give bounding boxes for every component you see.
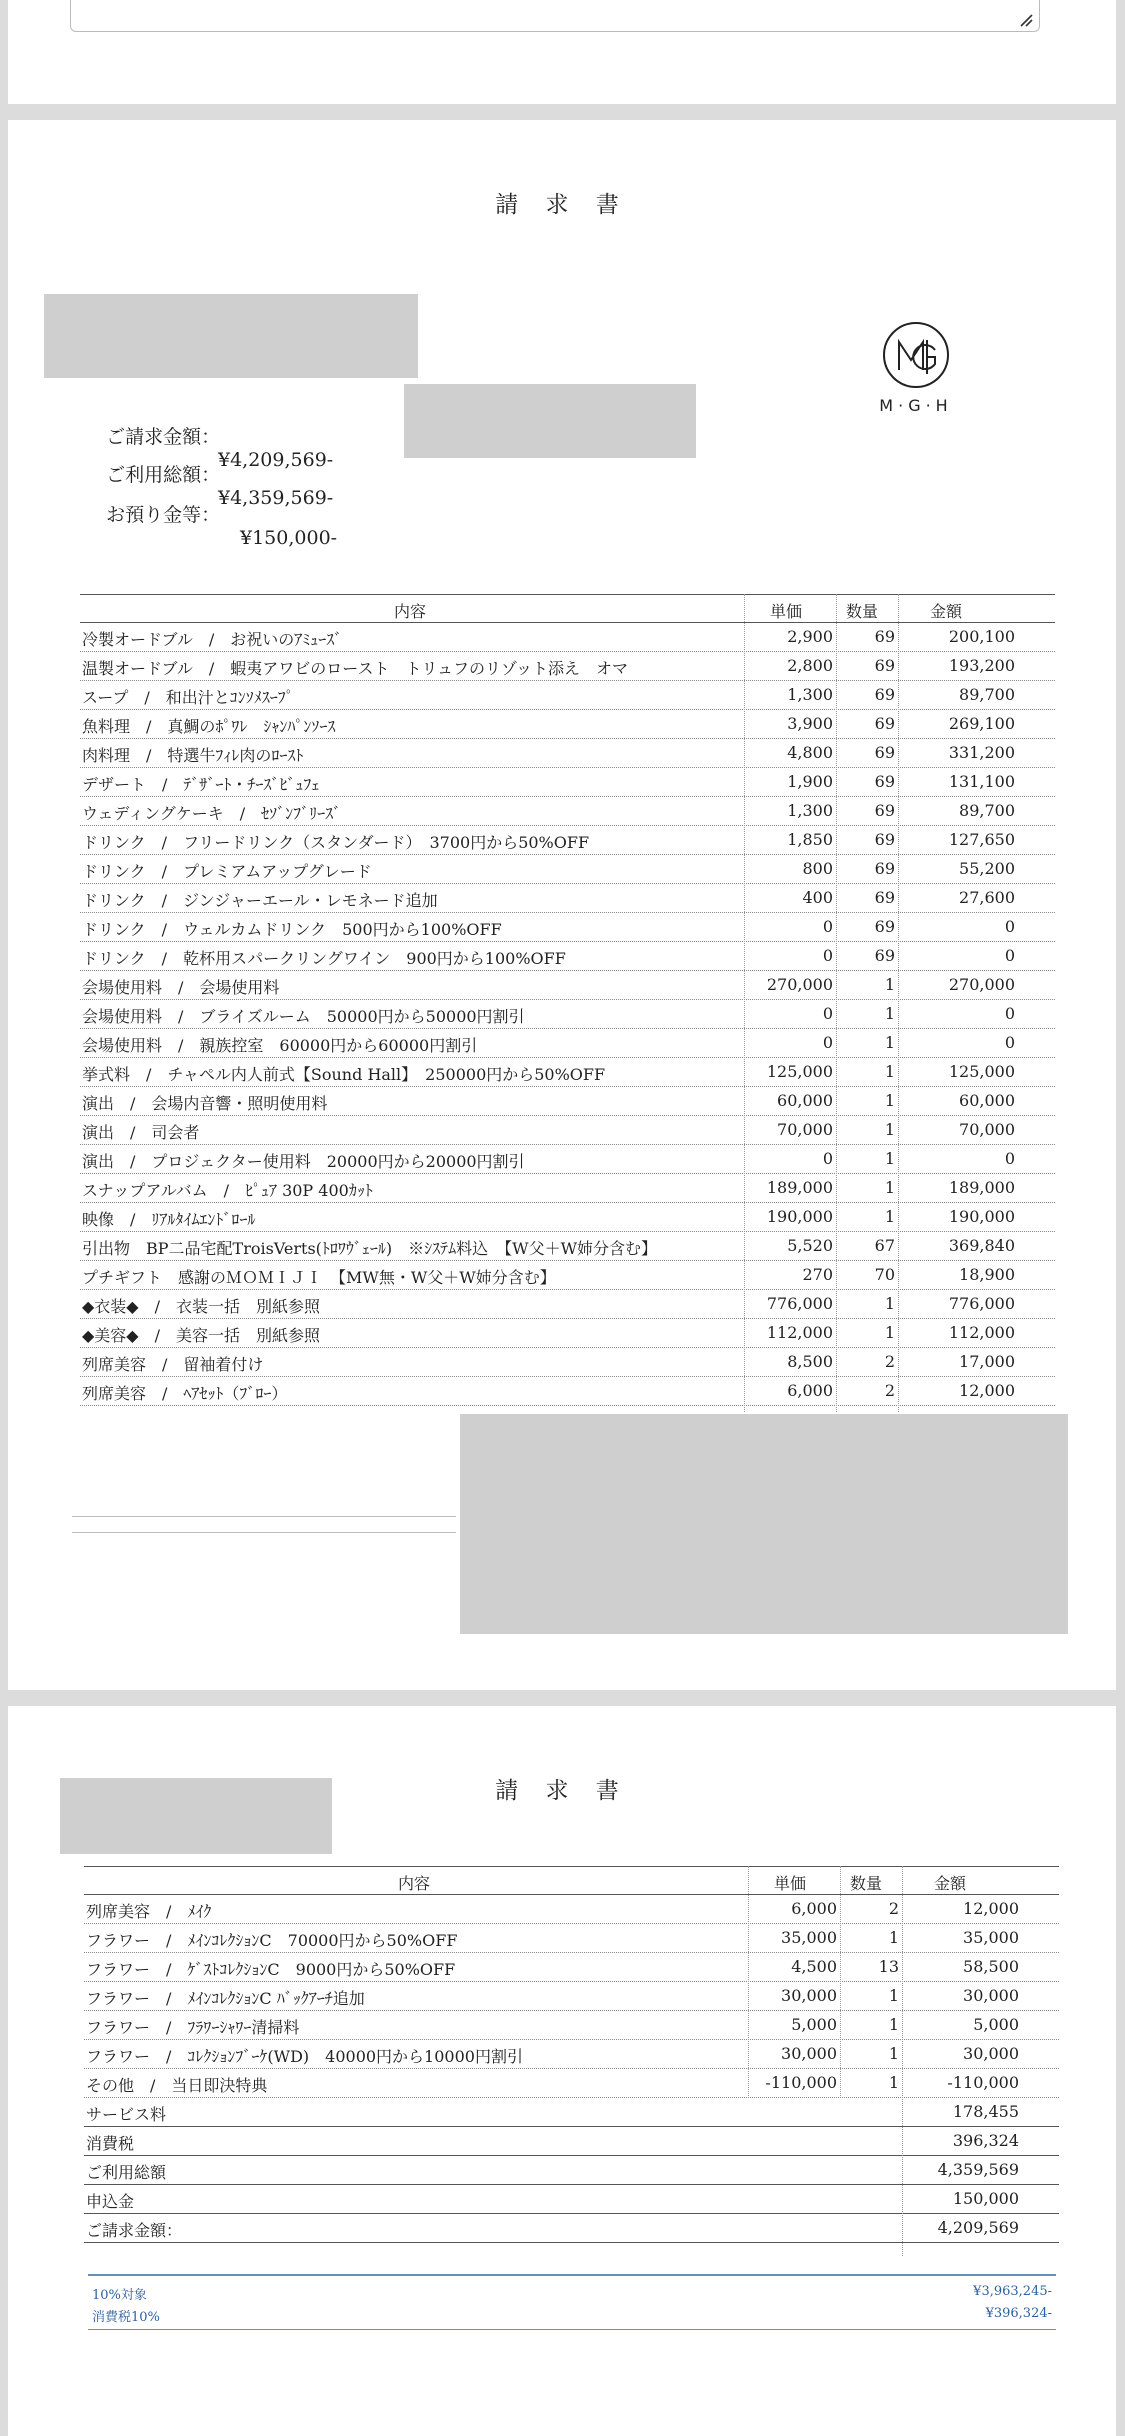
item-amount: 369,840 <box>948 1236 1015 1255</box>
item-unit-price: 5,520 <box>787 1236 833 1255</box>
item-amount: 0 <box>1004 1033 1015 1052</box>
table-row <box>80 1116 1055 1145</box>
table-row <box>80 739 1055 768</box>
item-unit-price: 2,900 <box>787 627 833 646</box>
item-amount: 269,100 <box>948 714 1015 733</box>
table-row <box>80 971 1055 1000</box>
item-amount: 189,000 <box>948 1178 1015 1197</box>
item-quantity: 1 <box>884 1004 895 1023</box>
item-quantity: 69 <box>874 714 895 733</box>
table-row <box>80 1145 1055 1174</box>
table-row <box>80 1232 1055 1261</box>
billing-amount-label: ご請求金額： <box>106 426 221 448</box>
table-row <box>80 913 1055 942</box>
item-unit-price: 4,500 <box>791 1957 837 1976</box>
item-unit-price: 800 <box>802 859 833 878</box>
usage-total-label: ご利用総額： <box>106 464 221 486</box>
column-divider <box>898 594 899 1412</box>
item-unit-price: 125,000 <box>766 1062 833 1081</box>
item-quantity: 1 <box>888 1928 899 1947</box>
redacted-recipient <box>60 1778 332 1854</box>
item-unit-price: 0 <box>822 946 833 965</box>
item-description: ドリンク / フリードリンク（スタンダード） 3700円から50%OFF <box>82 833 590 852</box>
total-label: 消費税 <box>86 2134 135 2153</box>
item-quantity: 1 <box>884 1207 895 1226</box>
item-quantity: 1 <box>884 1149 895 1168</box>
item-quantity: 1 <box>884 1323 895 1342</box>
item-unit-price: 6,000 <box>787 1381 833 1400</box>
column-divider <box>744 594 745 1412</box>
item-amount: 112,000 <box>948 1323 1015 1342</box>
item-amount: 70,000 <box>959 1120 1015 1139</box>
item-quantity: 69 <box>874 801 895 820</box>
item-description: スープ / 和出汁とｺﾝｿﾒｽｰﾌﾟ <box>82 688 294 707</box>
table-row <box>84 1895 1059 1924</box>
item-amount: 18,900 <box>959 1265 1015 1284</box>
item-quantity: 1 <box>884 1062 895 1081</box>
item-description: 温製オードブル / 蝦夷アワビのロースト トリュフのリゾット添え オマ <box>82 659 629 678</box>
item-amount: 5,000 <box>973 2015 1019 2034</box>
column-divider <box>840 1866 841 2098</box>
item-quantity: 1 <box>884 1178 895 1197</box>
total-amount: 4,359,569 <box>937 2160 1019 2179</box>
item-amount: 89,700 <box>959 685 1015 704</box>
item-quantity: 69 <box>874 685 895 704</box>
table-row <box>80 1290 1055 1319</box>
item-unit-price: 8,500 <box>787 1352 833 1371</box>
table-row <box>84 2040 1059 2069</box>
table-row <box>80 1058 1055 1087</box>
item-unit-price: 2,800 <box>787 656 833 675</box>
item-amount: 131,100 <box>948 772 1015 791</box>
item-description: プチギフト 感謝のＭＯＭＩＪＩ 【MW無・W父＋W姉分含む】 <box>82 1268 556 1287</box>
total-row <box>84 2214 1059 2243</box>
table-row <box>80 710 1055 739</box>
invoice-page-2 <box>8 1706 1116 2436</box>
item-description: 列席美容 / ﾍｱｾｯﾄ（ﾌﾞﾛｰ） <box>82 1384 288 1403</box>
item-amount: 0 <box>1004 946 1015 965</box>
table-row <box>80 884 1055 913</box>
col-header-description: 内容 <box>397 1874 430 1893</box>
item-description: 冷製オードブル / お祝いのｱﾐｭｰｽﾞ <box>82 630 343 649</box>
table-body <box>84 1895 1059 2098</box>
consumption-tax-value: ¥396,324- <box>985 2306 1052 2321</box>
table-body <box>80 623 1055 1406</box>
item-amount: 200,100 <box>948 627 1015 646</box>
item-unit-price: 189,000 <box>766 1178 833 1197</box>
redacted-recipient <box>44 294 418 378</box>
item-amount: 190,000 <box>948 1207 1015 1226</box>
item-amount: 12,000 <box>959 1381 1015 1400</box>
item-unit-price: 400 <box>802 888 833 907</box>
item-unit-price: 0 <box>822 1149 833 1168</box>
item-unit-price: 30,000 <box>781 2044 837 2063</box>
item-unit-price: 270,000 <box>766 975 833 994</box>
item-quantity: 70 <box>874 1265 895 1284</box>
item-amount: 60,000 <box>959 1091 1015 1110</box>
item-quantity: 1 <box>888 2044 899 2063</box>
item-amount: 27,600 <box>959 888 1015 907</box>
item-unit-price: 0 <box>822 1004 833 1023</box>
item-amount: 58,500 <box>963 1957 1019 1976</box>
item-quantity: 2 <box>888 1899 899 1918</box>
item-amount: 0 <box>1004 917 1015 936</box>
item-unit-price: 112,000 <box>766 1323 833 1342</box>
invoice-title: 請 求 書 <box>495 192 629 218</box>
table-row <box>80 855 1055 884</box>
billing-amount-value: ¥4,209,569- <box>218 449 334 471</box>
item-amount: 125,000 <box>948 1062 1015 1081</box>
item-description: 肉料理 / 特選牛ﾌｨﾚ肉のﾛｰｽﾄ <box>82 746 304 765</box>
table-row <box>80 1261 1055 1290</box>
item-quantity: 69 <box>874 946 895 965</box>
table-row <box>80 681 1055 710</box>
item-amount: 55,200 <box>959 859 1015 878</box>
table-header <box>80 594 1055 623</box>
item-unit-price: 30,000 <box>781 1986 837 2005</box>
table-row <box>80 1203 1055 1232</box>
item-description: ◆衣装◆ / 衣装一括 別紙参照 <box>82 1297 321 1316</box>
item-description: デザート / ﾃﾞｻﾞｰﾄ・ﾁｰｽﾞﾋﾞｭﾌｪ <box>82 775 320 794</box>
total-amount: 150,000 <box>952 2189 1019 2208</box>
item-description: 魚料理 / 真鯛のﾎﾟﾜﾚ ｼｬﾝﾊﾟﾝｿｰｽ <box>82 717 336 736</box>
item-quantity: 1 <box>884 1091 895 1110</box>
redacted-info <box>404 384 696 458</box>
item-amount: 193,200 <box>948 656 1015 675</box>
item-description: フラワー / ﾒｲﾝｺﾚｸｼｮﾝC 70000円から50%OFF <box>86 1931 458 1950</box>
item-quantity: 1 <box>884 1294 895 1313</box>
item-description: フラワー / ﾒｲﾝｺﾚｸｼｮﾝC ﾊﾞｯｸｱｰﾁ追加 <box>86 1989 365 2008</box>
redacted-notes <box>460 1414 1068 1634</box>
item-description: 演出 / プロジェクター使用料 20000円から20000円割引 <box>82 1152 525 1171</box>
item-amount: 35,000 <box>963 1928 1019 1947</box>
total-row <box>84 2156 1059 2185</box>
table-row <box>80 1348 1055 1377</box>
item-unit-price: 1,300 <box>787 801 833 820</box>
table-row <box>84 1953 1059 1982</box>
item-amount: 127,650 <box>948 830 1015 849</box>
column-divider <box>748 1866 749 2098</box>
item-description: 列席美容 / 留袖着付け <box>82 1355 264 1374</box>
table-row <box>80 1319 1055 1348</box>
table-row <box>80 652 1055 681</box>
item-unit-price: 0 <box>822 917 833 936</box>
deposit-label: お預り金等： <box>106 504 221 526</box>
item-description: スナップアルバム / ﾋﾟｭｱ 30P 400ｶｯﾄ <box>82 1181 373 1200</box>
item-quantity: 69 <box>874 772 895 791</box>
resize-grip-icon[interactable] <box>1019 13 1033 27</box>
usage-total-value: ¥4,359,569- <box>218 487 334 509</box>
item-quantity: 13 <box>878 1957 899 1976</box>
item-quantity: 1 <box>888 2073 899 2092</box>
item-description: 引出物 BP二品宅配TroisVerts(ﾄﾛﾜｳﾞｪｰﾙ) ※ｼｽﾃﾑ料込 【W父＋W姉分含む】 <box>82 1239 658 1258</box>
item-unit-price: 270 <box>802 1265 833 1284</box>
item-unit-price: 60,000 <box>777 1091 833 1110</box>
table-row <box>80 797 1055 826</box>
totals-section <box>84 2098 1059 2243</box>
col-header-unit-price: 単価 <box>770 602 803 621</box>
divider <box>72 1532 456 1533</box>
item-description: 列席美容 / ﾒｲｸ <box>86 1902 212 1921</box>
item-description: その他 / 当日即決特典 <box>86 2076 268 2095</box>
item-quantity: 67 <box>874 1236 895 1255</box>
col-header-amount: 金額 <box>934 1874 967 1893</box>
previous-page <box>8 0 1116 104</box>
total-amount: 4,209,569 <box>937 2218 1019 2237</box>
divider <box>72 1516 456 1517</box>
item-amount: 30,000 <box>963 2044 1019 2063</box>
item-description: 挙式料 / チャペル内人前式【Sound Hall】 250000円から50%OFF <box>82 1065 606 1084</box>
col-header-amount: 金額 <box>930 602 963 621</box>
item-quantity: 69 <box>874 888 895 907</box>
item-unit-price: 6,000 <box>791 1899 837 1918</box>
item-description: ウェディングケーキ / ｾｿﾞﾝﾌﾞﾘｰｽﾞ <box>82 804 342 823</box>
table-row <box>80 1377 1055 1406</box>
table-row <box>80 768 1055 797</box>
item-description: ドリンク / ジンジャーエール・レモネード追加 <box>82 891 438 910</box>
item-quantity: 69 <box>874 859 895 878</box>
tax-target-label: 10%対象 <box>92 2288 147 2303</box>
item-unit-price: 0 <box>822 1033 833 1052</box>
table-row <box>84 2011 1059 2040</box>
item-quantity: 69 <box>874 830 895 849</box>
item-unit-price: 35,000 <box>781 1928 837 1947</box>
total-label: サービス料 <box>86 2105 167 2124</box>
item-description: ドリンク / 乾杯用スパークリングワイン 900円から100%OFF <box>82 949 566 968</box>
item-unit-price: 1,850 <box>787 830 833 849</box>
item-description: フラワー / ｺﾚｸｼｮﾝﾌﾞｰｹ(WD) 40000円から10000円割引 <box>86 2047 523 2066</box>
col-header-quantity: 数量 <box>850 1874 883 1893</box>
item-unit-price: 3,900 <box>787 714 833 733</box>
item-amount: 12,000 <box>963 1899 1019 1918</box>
deposit-value: ¥150,000- <box>240 527 338 549</box>
item-unit-price: 4,800 <box>787 743 833 762</box>
line-items-table-page-1 <box>80 594 1055 1406</box>
total-amount: 178,455 <box>952 2102 1019 2121</box>
item-amount: 0 <box>1004 1149 1015 1168</box>
item-quantity: 69 <box>874 743 895 762</box>
table-header <box>84 1866 1059 1895</box>
item-amount: 331,200 <box>948 743 1015 762</box>
invoice-page-1 <box>8 120 1116 1690</box>
item-unit-price: -110,000 <box>765 2073 837 2092</box>
item-unit-price: 70,000 <box>777 1120 833 1139</box>
comment-textarea[interactable] <box>70 0 1040 32</box>
table-row <box>80 1174 1055 1203</box>
item-description: 会場使用料 / ブライズルーム 50000円から50000円割引 <box>82 1007 525 1026</box>
col-header-quantity: 数量 <box>846 602 879 621</box>
item-quantity: 1 <box>884 1120 895 1139</box>
item-quantity: 1 <box>888 1986 899 2005</box>
table-row <box>80 623 1055 652</box>
column-divider <box>902 1866 903 2256</box>
col-header-unit-price: 単価 <box>774 1874 807 1893</box>
item-unit-price: 1,300 <box>787 685 833 704</box>
item-unit-price: 190,000 <box>766 1207 833 1226</box>
total-row <box>84 2185 1059 2214</box>
item-amount: 30,000 <box>963 1986 1019 2005</box>
item-quantity: 2 <box>884 1352 895 1371</box>
item-description: ドリンク / ウェルカムドリンク 500円から100%OFF <box>82 920 502 939</box>
item-description: ◆美容◆ / 美容一括 別紙参照 <box>82 1326 321 1345</box>
consumption-tax-label: 消費税10% <box>92 2310 160 2325</box>
item-quantity: 69 <box>874 627 895 646</box>
item-description: 演出 / 司会者 <box>82 1123 200 1142</box>
company-logo <box>856 320 976 415</box>
item-quantity: 69 <box>874 656 895 675</box>
total-row <box>84 2127 1059 2156</box>
item-description: 演出 / 会場内音響・照明使用料 <box>82 1094 328 1113</box>
table-row <box>80 1087 1055 1116</box>
tax-target-value: ¥3,963,245- <box>973 2284 1052 2299</box>
item-description: 会場使用料 / 会場使用料 <box>82 978 280 997</box>
invoice-title: 請 求 書 <box>495 1778 629 1804</box>
table-row <box>80 942 1055 971</box>
item-quantity: 69 <box>874 917 895 936</box>
table-row <box>80 1000 1055 1029</box>
total-amount: 396,324 <box>952 2131 1019 2150</box>
item-quantity: 1 <box>884 1033 895 1052</box>
total-label: 申込金 <box>86 2192 135 2211</box>
total-row <box>84 2098 1059 2127</box>
item-amount: 89,700 <box>959 801 1015 820</box>
mgh-monogram-icon <box>881 320 951 390</box>
item-quantity: 1 <box>884 975 895 994</box>
item-unit-price: 776,000 <box>766 1294 833 1313</box>
item-description: ドリンク / プレミアムアップグレード <box>82 862 372 881</box>
item-amount: 0 <box>1004 1004 1015 1023</box>
column-divider <box>836 594 837 1412</box>
item-description: 映像 / ﾘｱﾙﾀｲﾑｴﾝﾄﾞﾛｰﾙ <box>82 1210 256 1229</box>
item-quantity: 1 <box>888 2015 899 2034</box>
table-row <box>84 2069 1059 2098</box>
item-amount: 776,000 <box>948 1294 1015 1313</box>
item-description: フラワー / ｹﾞｽﾄｺﾚｸｼｮﾝC 9000円から50%OFF <box>86 1960 456 1979</box>
table-row <box>80 826 1055 855</box>
item-description: フラワー / ﾌﾗﾜｰｼｬﾜｰ清掃料 <box>86 2018 300 2037</box>
table-row <box>84 1982 1059 2011</box>
item-unit-price: 5,000 <box>791 2015 837 2034</box>
line-items-table-page-2 <box>84 1866 1059 2243</box>
col-header-description: 内容 <box>393 602 426 621</box>
item-description: 会場使用料 / 親族控室 60000円から60000円割引 <box>82 1036 478 1055</box>
logo-text: M·G·H <box>879 396 953 415</box>
item-amount: -110,000 <box>947 2073 1019 2092</box>
item-amount: 17,000 <box>959 1352 1015 1371</box>
item-amount: 270,000 <box>948 975 1015 994</box>
table-row <box>84 1924 1059 1953</box>
item-unit-price: 1,900 <box>787 772 833 791</box>
tax-breakdown <box>88 2274 1056 2330</box>
total-label: ご請求金額： <box>86 2221 183 2240</box>
item-quantity: 2 <box>884 1381 895 1400</box>
total-label: ご利用総額 <box>86 2163 167 2182</box>
table-row <box>80 1029 1055 1058</box>
